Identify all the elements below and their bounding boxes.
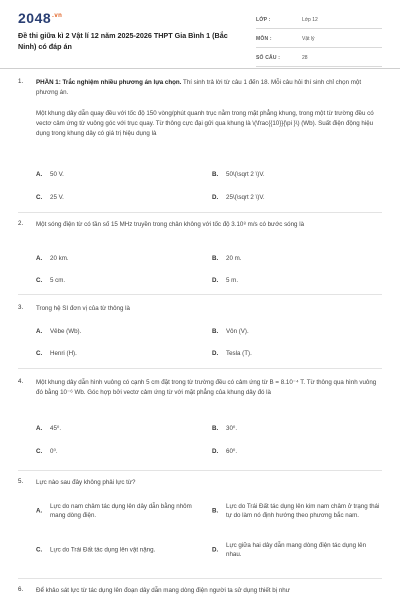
meta-value: 28 [302,55,308,61]
option-d[interactable]: D. 25\(\sqrt 2 \)V. [212,194,265,201]
meta-label: MÔN : [256,36,272,42]
question-text: Một khung dây dẫn hình vuông có cạnh 5 cm đặt trong từ trường đều có cảm ứng từ B = 8.10⁻⁴ T. Từ thông qua hình vuông đó bằng 10⁻⁶ Wb. Góc hợp bởi vectơ cảm ứng từ với mặt phẳng của khung dây đó là [36,379,377,396]
option-c[interactable]: C. Henri (H). [36,350,77,357]
question-number: 1. [18,78,24,85]
option-a[interactable]: A. Lực do nam châm tác dụng lên dây dẫn bằng nhôm mang dòng điện. [36,503,192,519]
divider [18,470,382,471]
question-text: Một khung dây dẫn quay đều với tốc độ 150 vòng/phút quanh trục nằm trong mặt phẳng khung, trong một từ trường đều có vectơ cảm ứng từ vuông góc với trục quay. Từ thông cực đại gửi qua khung là \(\frac{{10}}{\pi }\) (Wb). Suất điện động hiệu dụng trong khung dây có giá trị hiệu dụng là [36,110,374,137]
meta-label: SỐ CÂU : [256,55,281,61]
exam-title: Đề thi giữa kì 2 Vật lí 12 năm 2025-2026 THPT Gia Bình 1 (Bắc Ninh) có đáp án [18,31,228,51]
question-number: 6. [18,586,24,593]
question-number: 3. [18,304,24,311]
site-logo[interactable]: $2048^{.vn}$ [18,10,63,26]
option-d[interactable]: D. 5 m. [212,277,239,284]
meta-row-count [256,52,382,67]
option-b[interactable]: B. 50\(\sqrt 2 \)V. [212,171,265,178]
option-b[interactable]: B. Lực do Trái Đất tác dụng lên kim nam châm ở trạng thái tự do làm nó định hướng theo phương bắc nam. [212,503,380,519]
option-a[interactable]: A. 50 V. [36,171,64,178]
divider [18,212,382,213]
meta-label: LỚP : [256,17,271,23]
meta-value: Lớp 12 [302,17,318,23]
option-d[interactable]: D. Tesla (T). [212,350,252,357]
option-a[interactable]: A. 45⁰. [36,425,62,432]
option-c[interactable]: C. Lực do Trái Đất tác dụng lên vật nặng. [36,546,156,554]
section-text: Thí sinh trả lời từ câu 1 đến 18. Mỗi câu hỏi thí sinh chỉ chọn một phương án. [36,79,362,96]
question-number: 4. [18,378,24,385]
option-d[interactable]: D. 60⁰. [212,448,238,455]
option-a[interactable]: A. Vêbe (Wb). [36,328,82,335]
meta-value: Vật lý [302,36,315,42]
header [18,0,382,64]
divider [18,368,382,369]
option-a[interactable]: A. 20 km. [36,255,69,262]
option-b[interactable]: B. Vôn (V). [212,328,249,335]
exam-meta [256,14,382,71]
option-b[interactable]: B. 30⁰. [212,425,238,432]
option-d[interactable]: D. Lực giữa hai dây dẫn mang dòng điện tác dụng lên nhau. [212,542,367,558]
option-b[interactable]: B. 20 m. [212,255,242,262]
meta-row-class [256,14,382,29]
option-c[interactable]: C. 0⁰. [36,448,58,455]
divider [18,578,382,579]
option-c[interactable]: C. 5 cm. [36,277,66,284]
section-instruction [36,78,382,98]
question-text: Để khảo sát lực từ tác dụng lên đoạn dây dẫn mang dòng điện người ta sử dụng thiết bị như [36,587,290,594]
divider [18,294,382,295]
question-number: 2. [18,220,24,227]
question-text: Lực nào sau đây không phải lực từ? [36,479,136,486]
meta-row-subject [256,33,382,48]
question-text: Một sóng điện từ có tần số 15 MHz truyền trong chân không với tốc độ 3.10⁸ m/s có bước sóng là [36,221,305,228]
question-text: Trong hệ SI đơn vị của từ thông là [36,305,130,312]
option-c[interactable]: C. 25 V. [36,194,64,201]
header-divider [0,68,400,69]
section-heading: PHẦN 1: Trắc nghiệm nhiều phương án lựa chọn. [36,79,182,86]
question-number: 5. [18,478,24,485]
